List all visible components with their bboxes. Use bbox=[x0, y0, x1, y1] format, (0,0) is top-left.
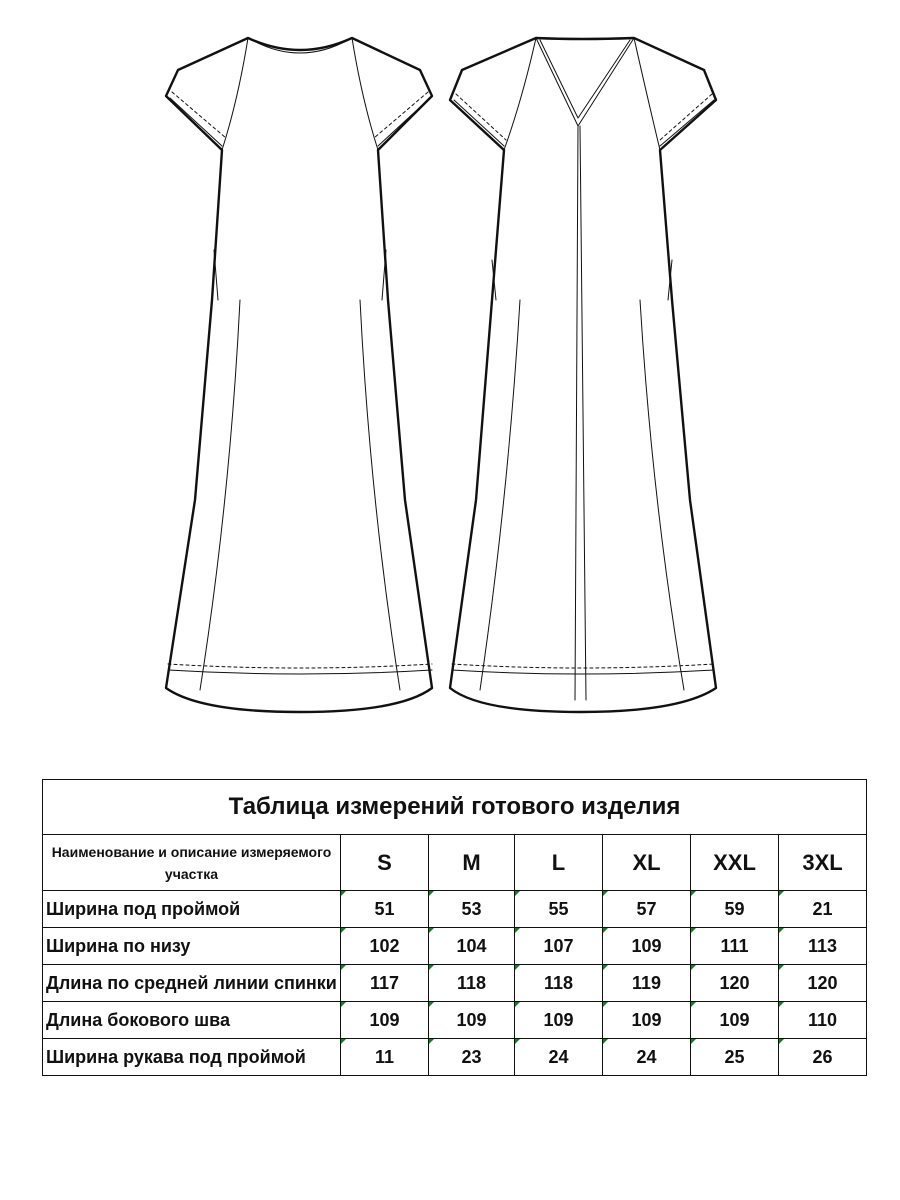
table-cell: 21 bbox=[779, 891, 867, 928]
size-header-s: S bbox=[341, 835, 429, 891]
table-cell: 117 bbox=[341, 965, 429, 1002]
table-row bbox=[43, 1002, 867, 1039]
table-row bbox=[43, 891, 867, 928]
table-cell: 109 bbox=[341, 1002, 429, 1039]
table-cell: 11 bbox=[341, 1039, 429, 1076]
table-cell: 109 bbox=[429, 1002, 515, 1039]
table-cell: 109 bbox=[603, 1002, 691, 1039]
table-cell: 102 bbox=[341, 928, 429, 965]
table-cell: 104 bbox=[429, 928, 515, 965]
size-header-xl: XL bbox=[603, 835, 691, 891]
measurement-table bbox=[42, 779, 867, 1076]
table-row bbox=[43, 1039, 867, 1076]
size-header-l: L bbox=[515, 835, 603, 891]
table-cell: 24 bbox=[515, 1039, 603, 1076]
row-label: Ширина под проймой bbox=[43, 891, 341, 928]
table-cell: 111 bbox=[691, 928, 779, 965]
table-cell: 120 bbox=[691, 965, 779, 1002]
table-cell: 107 bbox=[515, 928, 603, 965]
dress-front-sketch bbox=[166, 38, 432, 712]
table-cell: 26 bbox=[779, 1039, 867, 1076]
table-cell: 55 bbox=[515, 891, 603, 928]
table-cell: 120 bbox=[779, 965, 867, 1002]
table-cell: 57 bbox=[603, 891, 691, 928]
table-cell: 25 bbox=[691, 1039, 779, 1076]
table-cell: 118 bbox=[515, 965, 603, 1002]
size-header-xxl: XXL bbox=[691, 835, 779, 891]
table-cell: 109 bbox=[515, 1002, 603, 1039]
table-cell: 119 bbox=[603, 965, 691, 1002]
row-label: Длина по средней линии спинки bbox=[43, 965, 341, 1002]
table-cell: 51 bbox=[341, 891, 429, 928]
table-row bbox=[43, 965, 867, 1002]
description-header: Наименование и описание измеряемого участка bbox=[43, 835, 341, 891]
table-cell: 24 bbox=[603, 1039, 691, 1076]
table-cell: 110 bbox=[779, 1002, 867, 1039]
table-title: Таблица измерений готового изделия bbox=[43, 780, 867, 835]
size-header-m: M bbox=[429, 835, 515, 891]
table-cell: 113 bbox=[779, 928, 867, 965]
table-row bbox=[43, 928, 867, 965]
dress-back-sketch bbox=[450, 38, 716, 712]
table-cell: 109 bbox=[691, 1002, 779, 1039]
table-cell: 53 bbox=[429, 891, 515, 928]
table-header-row bbox=[43, 835, 867, 891]
size-header-3xl: 3XL bbox=[779, 835, 867, 891]
row-label: Ширина рукава под проймой bbox=[43, 1039, 341, 1076]
table-cell: 118 bbox=[429, 965, 515, 1002]
row-label: Ширина по низу bbox=[43, 928, 341, 965]
row-label: Длина бокового шва bbox=[43, 1002, 341, 1039]
table-cell: 59 bbox=[691, 891, 779, 928]
table-cell: 109 bbox=[603, 928, 691, 965]
table-cell: 23 bbox=[429, 1039, 515, 1076]
